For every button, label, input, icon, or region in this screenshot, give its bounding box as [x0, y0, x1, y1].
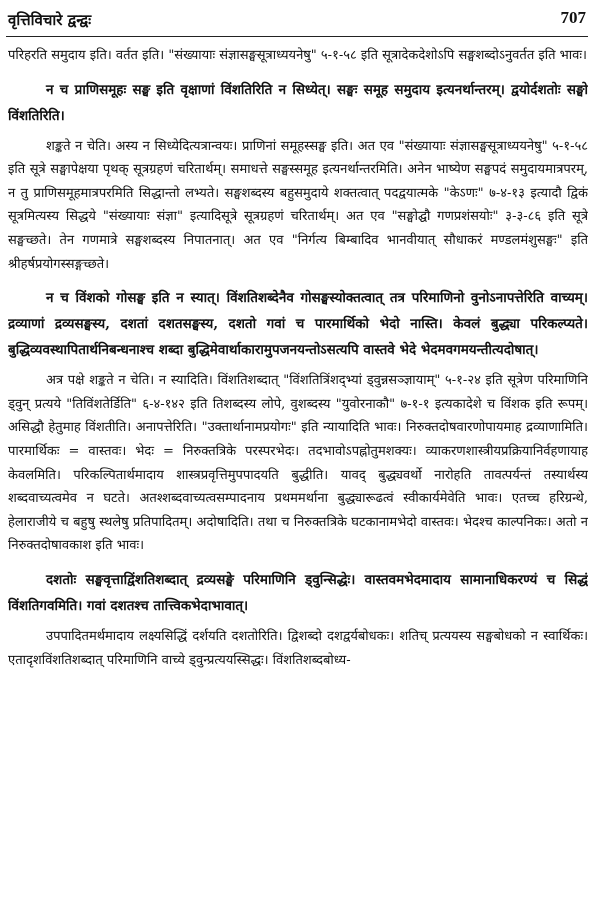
paragraph-5: अत्र पक्षे शङ्कते न चेति। न स्यादिति। विंशतिशब्दात् "विंशतित्रिंशद्भ्यां ड्वुन्नसञ्ज्ञायाम्" ५-१-२४ इति सूत्रेण परिमाणिनि ड्वुन् प्रत्यये "तिविंशतेर्डिति" ६-४-१४२ इति तिशब्दस्य लोपे, वुशब्दस्य "युवोरनाकौ" ७-१-१ इत्यकादेशे च विंशक इति रूपम्। असिद्धौ हेतुमाह विंशतीति। अनापत्तेरिति। "उक्तार्थानामप्रयोगः" इति न्यायादिति भावः। निरुक्तदोषवारणोपायमाह द्रव्याणामिति। पारमार्थिकः = वास्तवः। भेदः = निरुक्तत्रिके परस्परभेदः। तदभावोऽपह्नोतुमशक्यः। व्याकरणशास्त्रीयप्रक्रियानिर्वहणायाह केवलमिति। परिकल्पितार्थमादाय शास्त्रप्रवृत्तिमुपपादयति बुद्धीति। यावद् बुद्ध्यवर्थो नारोहति तावत्पर्यन्तं तस्यार्थस्य शब्दवाच्यत्वमेव न घटते। अतश्शब्दवाच्यत्वसम्पादनाय प्रथममर्थाना बुद्ध्यारूढत्वं स्वीकार्यमेवेति भावः। एतच्च हरिग्रन्थे, हेलाराजीये च बहुषु स्थलेषु प्रतिपादितम्। अदोषादिति। तथा च निरुक्तत्रिके घटकानामभेदो वास्तवः। भेदश्च काल्पनिकः। अतो न निरुक्तदोषावकाश इति भावः।	[8, 373, 588, 554]
paragraph-3: शङ्कते न चेति। अस्य न सिध्येदित्यत्रान्वयः। प्राणिनां समूहस्सङ्घ इति। अत एव "संख्यायाः संज्ञासङ्घसूत्राध्ययनेषु" ५-१-५८ इति सूत्रे सङ्घापेक्षया पृथक् सूत्रग्रहणं चरितार्थम्। समाधत्ते सङ्घस्समूह इत्यनर्थान्तरमिति। अनेन भाष्येण सङ्घपदं समुदायमात्रपरम्, न तु प्राणिसमूहमात्रपरमिति सिद्धान्तो लभ्यते। सङ्घशब्दस्य बहुसमुदाये शक्तत्वात् पदद्वयात्मके "केऽणः" ७-४-१३ इत्यादौ द्विकं सूत्रमित्यस्य सिद्धये "संख्यायाः संज्ञा" इत्यादिसूत्रे सूत्रग्रहणं चरितार्थम्। अत एव "सङ्घोद्घौ गणप्रशंसयोः" ३-३-८६ इति सूत्रे सङ्घच्छते। तेन गणमात्रे सङ्घशब्दस्य निपातनात्। अत एव "निर्गत्य बिम्बादिव भानवीयात् सौधाकरं मण्डलमंशुसङ्घः" इति श्रीहर्षप्रयोगस्सङ्गच्छते।	[8, 138, 588, 272]
header-rule	[6, 36, 588, 37]
paragraph-6-mula: दशतोः सङ्घवृत्ताद्विंशतिशब्दात् द्रव्यसङ्घे परिमाणिनि ड्वुन्सिद्धेः। वास्तवमभेदमादाय सामानाधिकरण्यं च सिद्धं विंशतिगवमिति। गवां दशतश्च तात्त्विकभेदाभावात्।	[8, 571, 588, 614]
paragraph-1: परिहरति समुदाय इति। वर्तत इति। "संख्यायाः संज्ञासङ्घसूत्राध्ययनेषु" ५-१-५८ इति सूत्रादेकदेशोऽपि सङ्घशब्दोऽनुवर्तत इति भावः।	[8, 48, 587, 63]
page-number: 707	[560, 8, 586, 27]
running-title: वृत्तिविचारे द्वन्द्वः	[8, 11, 92, 29]
page-body	[8, 44, 588, 906]
paragraph-4-mula: न च विंशको गोसङ्घ इति न स्यात्। विंशतिशब्देनैव गोसङ्घस्योक्तत्वात् तत्र परिमाणिनो वुनोऽनापत्तेरिति वाच्यम्। द्रव्याणां द्रव्यसङ्घस्य, दशतां दशतसङ्घस्य, दशतो गवां च पारमार्थिको भेदो नास्ति। केवलं बुद्ध्या परिकल्प्यते। बुद्धिव्यवस्थापितार्थनिबन्धनाश्च शब्दा बुद्धिमेवार्थाकारामुपजनयन्तोऽसत्यपि वास्तवे भेदे भेदमवगमयन्तीत्यदोषात्।	[8, 290, 588, 359]
page-header	[8, 6, 586, 36]
paragraph-2-mula: न च प्राणिसमूहः सङ्घ इति वृक्षाणां विंशतिरिति न सिध्येत्। सङ्घः समूह समुदाय इत्यनर्थान्तरम्। द्वयोर्दशतोः सङ्घो विंशतिरिति।	[8, 81, 588, 124]
paragraph-7: उपपादितमर्थमादाय लक्ष्यसिद्धिं दर्शयति दशतोरिति। द्विशब्दो दशद्वर्यबोधकः। शतिच् प्रत्ययस्य सङ्घबोधको न स्वार्थिकः। एतादृशविंशतिशब्दात् परिमाणिनि वाच्ये ड्वुन्प्रत्ययस्सिद्धः। विंशतिशब्दबोध्य-	[8, 628, 588, 668]
